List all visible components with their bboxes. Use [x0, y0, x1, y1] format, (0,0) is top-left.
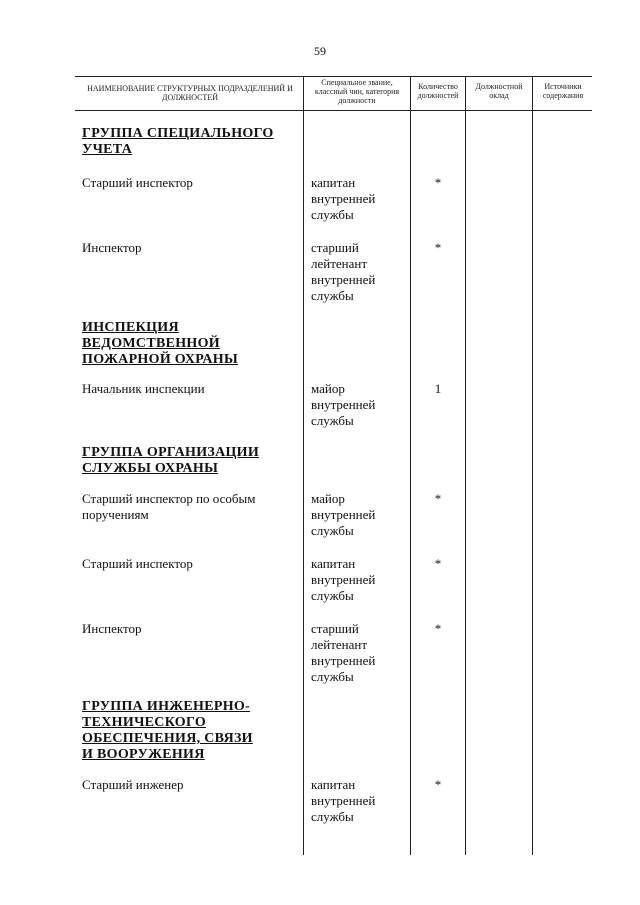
position-count: *: [434, 777, 442, 792]
position-name: Старший инспектор: [82, 556, 193, 571]
position-count: *: [434, 240, 442, 255]
position-count: *: [434, 556, 442, 571]
section-title: ИНСПЕКЦИЯ ВЕДОМСТВЕННОЙ ПОЖАРНОЙ ОХРАНЫ: [82, 320, 239, 367]
column-divider: [465, 76, 466, 855]
position-name: Старший инженер: [82, 777, 184, 792]
position-rank: капитан внутренней службы: [311, 175, 376, 222]
position-rank: майор внутренней службы: [311, 381, 376, 428]
column-divider: [303, 76, 304, 855]
column-divider: [410, 76, 411, 855]
header-funding-source: Источники содержания: [542, 82, 584, 100]
header-structure-names: НАИМЕНОВАНИЕ СТРУКТУРНЫХ ПОДРАЗДЕЛЕНИЙ И ДОЛЖНОСТЕЙ: [87, 84, 293, 102]
position-name: Инспектор: [82, 621, 142, 636]
position-rank: капитан внутренней службы: [311, 556, 376, 603]
section-title: ГРУППА СПЕЦИАЛЬНОГО УЧЕТА: [82, 126, 274, 157]
position-count: *: [434, 175, 442, 190]
position-name: Старший инспектор по особым поручениям: [82, 491, 256, 522]
section-title: ГРУППА ИНЖЕНЕРНО- ТЕХНИЧЕСКОГО ОБЕСПЕЧЕНИЯ, СВЯЗИ И ВООРУЖЕНИЯ: [82, 699, 253, 762]
position-name: Старший инспектор: [82, 175, 193, 190]
header-rank: Специальное звание, классный чин, категория должности: [314, 78, 400, 105]
table-header-divider: [75, 110, 592, 111]
table-top-border: [75, 76, 592, 77]
column-divider: [532, 76, 533, 855]
position-count: *: [434, 621, 442, 636]
position-rank: капитан внутренней службы: [311, 777, 376, 824]
page-number: 59: [314, 44, 326, 58]
header-count: Количество должностей: [417, 82, 459, 100]
position-rank: старший лейтенант внутренней службы: [311, 621, 376, 684]
position-name: Начальник инспекции: [82, 381, 205, 396]
position-rank: майор внутренней службы: [311, 491, 376, 538]
position-rank: старший лейтенант внутренней службы: [311, 240, 376, 303]
section-title: ГРУППА ОРГАНИЗАЦИИ СЛУЖБЫ ОХРАНЫ: [82, 445, 260, 476]
position-count: *: [434, 491, 442, 506]
position-name: Инспектор: [82, 240, 142, 255]
position-count: 1: [434, 381, 442, 396]
header-salary: Должностной оклад: [475, 82, 523, 100]
